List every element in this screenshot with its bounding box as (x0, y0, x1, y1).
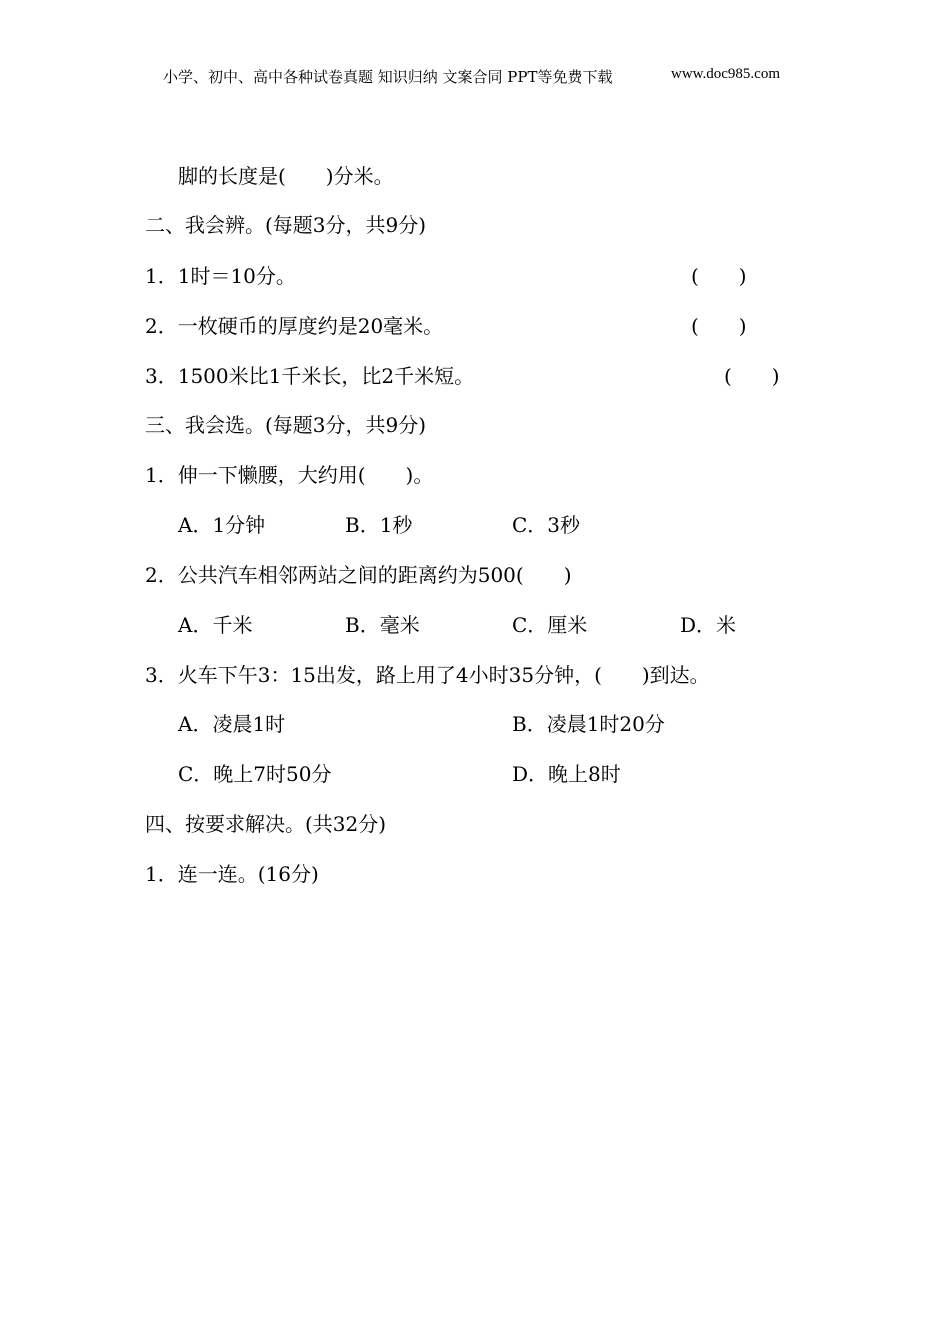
q2-option-b[interactable]: B．毫米 (345, 613, 420, 637)
header-website: www.doc985.com (671, 66, 781, 82)
q3-option-a[interactable]: A．凌晨1时 (178, 712, 286, 736)
q1-option-b[interactable]: B．1秒 (345, 513, 413, 537)
section4-title: 四、按要求解决。(共32分) (145, 812, 387, 836)
continuation-line: 脚的长度是( )分米。 (178, 164, 394, 188)
section2-title: 二、我会辨。(每题3分，共9分) (145, 213, 427, 237)
q2-option-c[interactable]: C．厘米 (512, 613, 588, 637)
q3-option-d[interactable]: D．晚上8时 (512, 762, 621, 786)
q2-option-d[interactable]: D．米 (680, 613, 737, 637)
section3-q3: 3．火车下午3：15出发，路上用了4小时35分钟，( )到达。 (145, 663, 710, 687)
section3-q2: 2．公共汽车相邻两站之间的距离约为500( ) (145, 563, 572, 587)
header-left-text: 小学、初中、高中各种试卷真题 知识归纳 文案合同 PPT等免费下载 (163, 68, 613, 86)
section3-q1: 1．伸一下懒腰，大约用( )。 (145, 463, 434, 487)
q1-option-a[interactable]: A．1分钟 (178, 513, 266, 537)
section2-item-3: 3．1500米比1千米长，比2千米短。 (145, 364, 475, 388)
q1-option-c[interactable]: C．3秒 (512, 513, 581, 537)
q2-option-a[interactable]: A．千米 (178, 613, 253, 637)
answer-bracket-2[interactable]: ( ) (691, 314, 747, 338)
answer-bracket-3[interactable]: ( ) (724, 364, 780, 388)
section3-title: 三、我会选。(每题3分，共9分) (145, 413, 427, 437)
section2-item-2: 2．一枚硬币的厚度约是20毫米。 (145, 314, 444, 338)
q3-option-c[interactable]: C．晚上7时50分 (178, 762, 332, 786)
page-header (0, 66, 950, 92)
section4-q1: 1．连一连。(16分) (145, 862, 319, 886)
section2-item-1: 1．1时＝10分。 (145, 264, 296, 288)
q3-option-b[interactable]: B．凌晨1时20分 (512, 712, 665, 736)
answer-bracket-1[interactable]: ( ) (691, 264, 747, 288)
